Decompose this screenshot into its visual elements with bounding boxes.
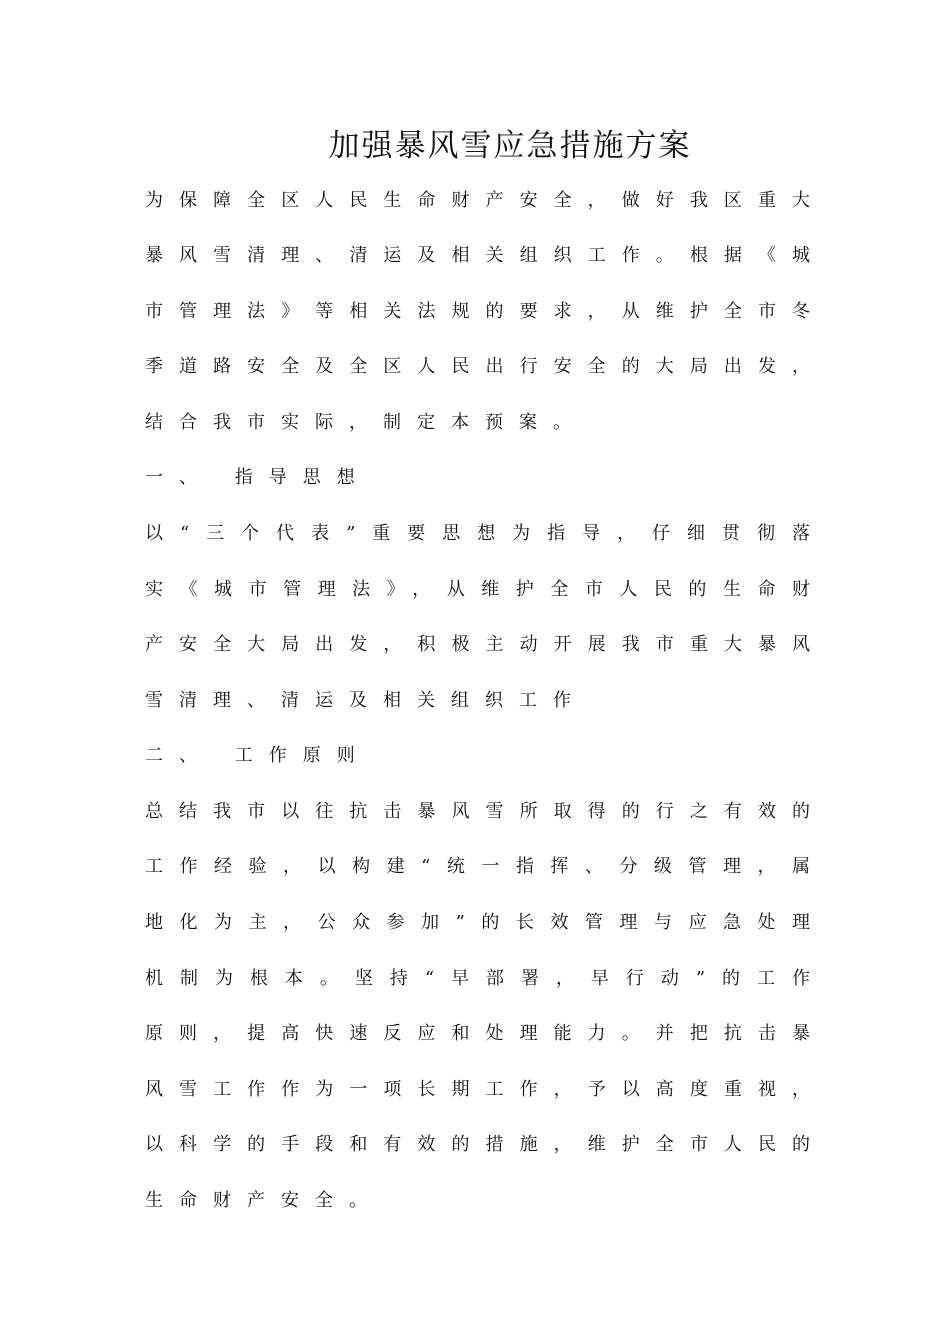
section-heading-1: 一、 指导思想	[145, 467, 371, 488]
body-line-18: 以科学的手段和有效的措施，维护全市人民的	[145, 1134, 810, 1155]
body-line-8: 实《城市管理法》，从维护全市人民的生命财	[145, 579, 810, 600]
body-line-10: 雪清理、清运及相关组织工作	[145, 690, 587, 711]
body-line-4: 季道路安全及全区人民出行安全的大局出发，	[145, 356, 810, 377]
body-line-19: 生命财产安全。	[145, 1190, 383, 1211]
body-line-5: 结合我市实际，制定本预案。	[145, 412, 587, 433]
body-line-17: 风雪工作作为一项长期工作，予以高度重视，	[145, 1079, 810, 1100]
body-line-1: 为保障全区人民生命财产安全，做好我区重大	[145, 190, 810, 211]
body-line-14: 地化为主，公众参加”的长效管理与应急处理	[145, 912, 810, 933]
body-line-12: 总结我市以往抗击暴风雪所取得的行之有效的	[145, 801, 810, 822]
body-line-7: 以“三个代表”重要思想为指导，仔细贯彻落	[145, 523, 810, 544]
body-line-15: 机制为根本。坚持“早部署，早行动”的工作	[145, 968, 810, 989]
body-line-9: 产安全大局出发，积极主动开展我市重大暴风	[145, 634, 810, 655]
body-line-16: 原则，提高快速反应和处理能力。并把抗击暴	[145, 1023, 810, 1044]
body-line-2: 暴风雪清理、清运及相关组织工作。根据《城	[145, 245, 810, 266]
section-heading-2: 二、 工作原则	[145, 745, 371, 766]
body-line-13: 工作经验，以构建“统一指挥、分级管理，属	[145, 856, 810, 877]
body-line-3: 市管理法》等相关法规的要求，从维护全市冬	[145, 301, 810, 322]
document-title: 加强暴风雪应急措施方案	[328, 128, 692, 164]
